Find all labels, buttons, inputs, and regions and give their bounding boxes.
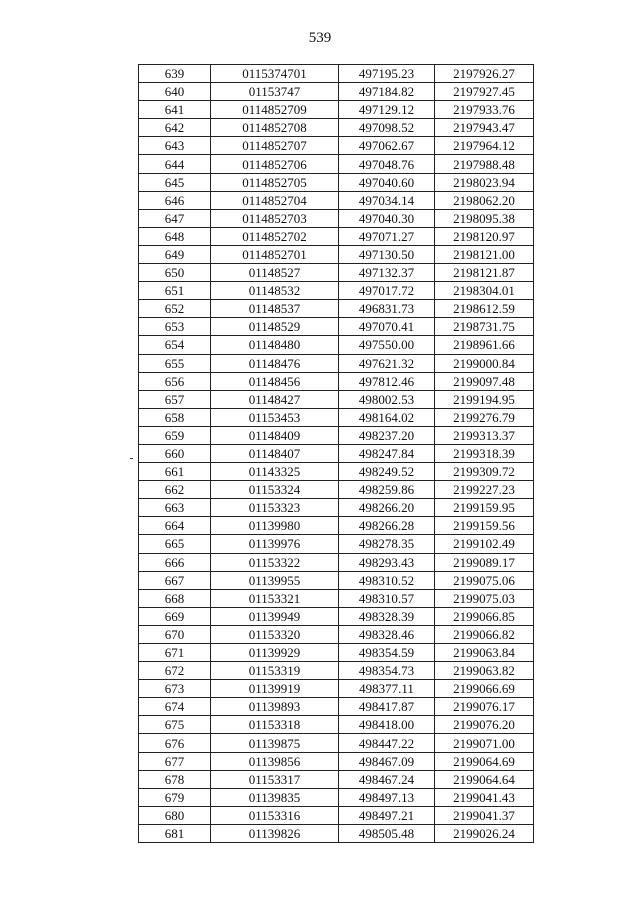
- coordinate-y-cell: 2197988.48: [435, 155, 534, 173]
- point-code-cell: 01139980: [211, 517, 339, 535]
- point-number-cell: 671: [139, 644, 211, 662]
- coordinate-x-cell: 497071.27: [339, 227, 435, 245]
- table-row: [139, 625, 534, 643]
- point-code-cell: 0114852709: [211, 101, 339, 119]
- coordinate-x-cell: 498247.84: [339, 444, 435, 462]
- point-code-cell: 01153747: [211, 83, 339, 101]
- point-code-cell: 0115374701: [211, 65, 339, 83]
- table-row: [139, 535, 534, 553]
- table-row: [139, 336, 534, 354]
- coordinate-x-cell: 498497.21: [339, 806, 435, 824]
- point-code-cell: 0114852702: [211, 227, 339, 245]
- point-number-cell: 679: [139, 788, 211, 806]
- point-code-cell: 01153317: [211, 770, 339, 788]
- point-code-cell: 01139893: [211, 698, 339, 716]
- coordinate-y-cell: 2197943.47: [435, 119, 534, 137]
- coordinate-y-cell: 2199318.39: [435, 444, 534, 462]
- table-row: [139, 644, 534, 662]
- coordinate-y-cell: 2199063.82: [435, 662, 534, 680]
- point-number-cell: 665: [139, 535, 211, 553]
- coordinate-y-cell: 2199071.00: [435, 734, 534, 752]
- point-number-cell: 645: [139, 173, 211, 191]
- coordinate-y-cell: 2199313.37: [435, 426, 534, 444]
- point-code-cell: 01153319: [211, 662, 339, 680]
- coordinate-y-cell: 2199194.95: [435, 390, 534, 408]
- point-number-cell: 644: [139, 155, 211, 173]
- coordinate-x-cell: 497621.32: [339, 354, 435, 372]
- table-row: [139, 408, 534, 426]
- coordinate-x-cell: 498354.73: [339, 662, 435, 680]
- point-code-cell: 0114852704: [211, 191, 339, 209]
- point-number-cell: 649: [139, 245, 211, 263]
- point-number-cell: 680: [139, 806, 211, 824]
- table-row: [139, 155, 534, 173]
- coordinate-y-cell: 2199089.17: [435, 553, 534, 571]
- coordinate-y-cell: 2198023.94: [435, 173, 534, 191]
- table-row: [139, 119, 534, 137]
- coordinate-x-cell: 498505.48: [339, 824, 435, 842]
- point-code-cell: 01139875: [211, 734, 339, 752]
- point-code-cell: 01148456: [211, 372, 339, 390]
- coordinate-y-cell: 2199041.37: [435, 806, 534, 824]
- coordinate-y-cell: 2199227.23: [435, 481, 534, 499]
- coordinate-y-cell: 2199276.79: [435, 408, 534, 426]
- coordinate-y-cell: 2199076.20: [435, 716, 534, 734]
- point-code-cell: 01153321: [211, 589, 339, 607]
- coordinate-y-cell: 2199075.03: [435, 589, 534, 607]
- coordinate-x-cell: 497130.50: [339, 245, 435, 263]
- scan-speck: [130, 458, 133, 459]
- coordinate-y-cell: 2199066.85: [435, 607, 534, 625]
- coordinate-x-cell: 497017.72: [339, 282, 435, 300]
- coordinate-x-cell: 497098.52: [339, 119, 435, 137]
- coordinate-x-cell: 497132.37: [339, 264, 435, 282]
- coordinate-x-cell: 498164.02: [339, 408, 435, 426]
- point-number-cell: 660: [139, 444, 211, 462]
- point-number-cell: 639: [139, 65, 211, 83]
- point-code-cell: 01148480: [211, 336, 339, 354]
- point-code-cell: 01139856: [211, 752, 339, 770]
- coordinates-table: [138, 64, 534, 843]
- coordinate-x-cell: 497034.14: [339, 191, 435, 209]
- table-row: [139, 517, 534, 535]
- coordinate-y-cell: 2199066.69: [435, 680, 534, 698]
- coordinate-x-cell: 498328.46: [339, 625, 435, 643]
- point-number-cell: 655: [139, 354, 211, 372]
- table-row: [139, 589, 534, 607]
- coordinate-x-cell: 497550.00: [339, 336, 435, 354]
- coordinate-x-cell: 498266.28: [339, 517, 435, 535]
- coordinate-x-cell: 497062.67: [339, 137, 435, 155]
- point-number-cell: 640: [139, 83, 211, 101]
- point-code-cell: 0114852707: [211, 137, 339, 155]
- table-row: [139, 137, 534, 155]
- coordinate-x-cell: 497129.12: [339, 101, 435, 119]
- coordinate-y-cell: 2199000.84: [435, 354, 534, 372]
- point-code-cell: 0114852703: [211, 209, 339, 227]
- point-number-cell: 668: [139, 589, 211, 607]
- table-row: [139, 752, 534, 770]
- point-code-cell: 0114852701: [211, 245, 339, 263]
- point-number-cell: 664: [139, 517, 211, 535]
- point-code-cell: 01153324: [211, 481, 339, 499]
- coordinate-y-cell: 2197927.45: [435, 83, 534, 101]
- coordinate-x-cell: 498293.43: [339, 553, 435, 571]
- table-row: [139, 698, 534, 716]
- point-number-cell: 654: [139, 336, 211, 354]
- point-code-cell: 01139976: [211, 535, 339, 553]
- coordinate-x-cell: 498266.20: [339, 499, 435, 517]
- coordinate-x-cell: 498418.00: [339, 716, 435, 734]
- point-number-cell: 648: [139, 227, 211, 245]
- coordinate-x-cell: 497048.76: [339, 155, 435, 173]
- table-row: [139, 734, 534, 752]
- coordinate-y-cell: 2197933.76: [435, 101, 534, 119]
- point-code-cell: 0114852708: [211, 119, 339, 137]
- point-code-cell: 01139929: [211, 644, 339, 662]
- table-row: [139, 354, 534, 372]
- coordinate-y-cell: 2199041.43: [435, 788, 534, 806]
- coordinate-y-cell: 2198612.59: [435, 300, 534, 318]
- table-row: [139, 209, 534, 227]
- table-row: [139, 770, 534, 788]
- coordinate-y-cell: 2198731.75: [435, 318, 534, 336]
- point-number-cell: 647: [139, 209, 211, 227]
- table-row: [139, 101, 534, 119]
- point-code-cell: 01148409: [211, 426, 339, 444]
- table-row: [139, 227, 534, 245]
- table-row: [139, 716, 534, 734]
- table-row: [139, 499, 534, 517]
- point-code-cell: 01143325: [211, 463, 339, 481]
- coordinate-y-cell: 2199063.84: [435, 644, 534, 662]
- coordinate-y-cell: 2199064.69: [435, 752, 534, 770]
- coordinate-y-cell: 2199102.49: [435, 535, 534, 553]
- table-row: [139, 245, 534, 263]
- point-number-cell: 674: [139, 698, 211, 716]
- coordinate-x-cell: 497184.82: [339, 83, 435, 101]
- table-row: [139, 680, 534, 698]
- coordinate-x-cell: 497040.60: [339, 173, 435, 191]
- coordinate-y-cell: 2199309.72: [435, 463, 534, 481]
- table-row: [139, 191, 534, 209]
- coordinate-x-cell: 498354.59: [339, 644, 435, 662]
- coordinate-x-cell: 498328.39: [339, 607, 435, 625]
- table-row: [139, 264, 534, 282]
- point-number-cell: 653: [139, 318, 211, 336]
- point-code-cell: 01153316: [211, 806, 339, 824]
- coordinate-x-cell: 498417.87: [339, 698, 435, 716]
- coordinate-x-cell: 497040.30: [339, 209, 435, 227]
- table-row: [139, 553, 534, 571]
- coordinate-y-cell: 2199066.82: [435, 625, 534, 643]
- coordinate-x-cell: 498467.09: [339, 752, 435, 770]
- point-code-cell: 01148427: [211, 390, 339, 408]
- point-code-cell: 01153323: [211, 499, 339, 517]
- point-code-cell: 01153453: [211, 408, 339, 426]
- point-number-cell: 667: [139, 571, 211, 589]
- point-code-cell: 01139919: [211, 680, 339, 698]
- coordinate-y-cell: 2198121.87: [435, 264, 534, 282]
- coordinate-y-cell: 2198121.00: [435, 245, 534, 263]
- table-row: [139, 390, 534, 408]
- point-number-cell: 651: [139, 282, 211, 300]
- point-number-cell: 675: [139, 716, 211, 734]
- coordinates-table-body: [139, 65, 534, 843]
- table-row: [139, 662, 534, 680]
- point-number-cell: 656: [139, 372, 211, 390]
- coordinate-x-cell: 498002.53: [339, 390, 435, 408]
- point-code-cell: 01148476: [211, 354, 339, 372]
- coordinate-y-cell: 2198120.97: [435, 227, 534, 245]
- coordinate-y-cell: 2199159.56: [435, 517, 534, 535]
- point-code-cell: 01153322: [211, 553, 339, 571]
- coordinate-y-cell: 2198961.66: [435, 336, 534, 354]
- coordinate-x-cell: 498310.52: [339, 571, 435, 589]
- table-row: [139, 444, 534, 462]
- coordinate-y-cell: 2199075.06: [435, 571, 534, 589]
- point-code-cell: 01139949: [211, 607, 339, 625]
- point-code-cell: 01148527: [211, 264, 339, 282]
- point-code-cell: 01139835: [211, 788, 339, 806]
- point-number-cell: 678: [139, 770, 211, 788]
- coordinate-x-cell: 498259.86: [339, 481, 435, 499]
- coordinate-x-cell: 498377.11: [339, 680, 435, 698]
- point-number-cell: 676: [139, 734, 211, 752]
- point-code-cell: 01153320: [211, 625, 339, 643]
- coordinate-y-cell: 2199097.48: [435, 372, 534, 390]
- point-number-cell: 670: [139, 625, 211, 643]
- point-number-cell: 672: [139, 662, 211, 680]
- table-row: [139, 318, 534, 336]
- point-number-cell: 666: [139, 553, 211, 571]
- point-number-cell: 673: [139, 680, 211, 698]
- coordinate-y-cell: 2198095.38: [435, 209, 534, 227]
- table-row: [139, 65, 534, 83]
- point-code-cell: 0114852706: [211, 155, 339, 173]
- coordinate-x-cell: 497195.23: [339, 65, 435, 83]
- table-row: [139, 607, 534, 625]
- table-row: [139, 173, 534, 191]
- table-row: [139, 83, 534, 101]
- point-number-cell: 652: [139, 300, 211, 318]
- point-number-cell: 681: [139, 824, 211, 842]
- coordinate-y-cell: 2197926.27: [435, 65, 534, 83]
- point-number-cell: 659: [139, 426, 211, 444]
- table-row: [139, 806, 534, 824]
- point-number-cell: 661: [139, 463, 211, 481]
- coordinate-x-cell: 498249.52: [339, 463, 435, 481]
- point-number-cell: 643: [139, 137, 211, 155]
- point-number-cell: 663: [139, 499, 211, 517]
- coordinate-x-cell: 496831.73: [339, 300, 435, 318]
- coordinate-y-cell: 2199064.64: [435, 770, 534, 788]
- table-row: [139, 426, 534, 444]
- coordinate-x-cell: 498278.35: [339, 535, 435, 553]
- coordinate-x-cell: 498237.20: [339, 426, 435, 444]
- point-number-cell: 657: [139, 390, 211, 408]
- point-code-cell: 01148407: [211, 444, 339, 462]
- point-code-cell: 01139826: [211, 824, 339, 842]
- table-row: [139, 282, 534, 300]
- point-number-cell: 641: [139, 101, 211, 119]
- coordinate-y-cell: 2199026.24: [435, 824, 534, 842]
- point-code-cell: 01148529: [211, 318, 339, 336]
- coordinate-x-cell: 498497.13: [339, 788, 435, 806]
- table-row: [139, 372, 534, 390]
- point-code-cell: 01153318: [211, 716, 339, 734]
- coordinate-x-cell: 497070.41: [339, 318, 435, 336]
- point-number-cell: 677: [139, 752, 211, 770]
- coordinate-y-cell: 2199159.95: [435, 499, 534, 517]
- point-number-cell: 646: [139, 191, 211, 209]
- table-row: [139, 481, 534, 499]
- coordinate-x-cell: 497812.46: [339, 372, 435, 390]
- page-number: 539: [308, 30, 332, 46]
- table-row: [139, 463, 534, 481]
- point-number-cell: 669: [139, 607, 211, 625]
- point-number-cell: 642: [139, 119, 211, 137]
- coordinate-y-cell: 2199076.17: [435, 698, 534, 716]
- point-code-cell: 0114852705: [211, 173, 339, 191]
- point-number-cell: 662: [139, 481, 211, 499]
- point-code-cell: 01148532: [211, 282, 339, 300]
- point-number-cell: 650: [139, 264, 211, 282]
- coordinate-y-cell: 2198062.20: [435, 191, 534, 209]
- table-row: [139, 824, 534, 842]
- coordinate-x-cell: 498447.22: [339, 734, 435, 752]
- coordinate-x-cell: 498310.57: [339, 589, 435, 607]
- coordinate-y-cell: 2198304.01: [435, 282, 534, 300]
- point-number-cell: 658: [139, 408, 211, 426]
- coordinate-x-cell: 498467.24: [339, 770, 435, 788]
- point-code-cell: 01139955: [211, 571, 339, 589]
- coordinate-y-cell: 2197964.12: [435, 137, 534, 155]
- table-row: [139, 300, 534, 318]
- table-row: [139, 788, 534, 806]
- table-row: [139, 571, 534, 589]
- point-code-cell: 01148537: [211, 300, 339, 318]
